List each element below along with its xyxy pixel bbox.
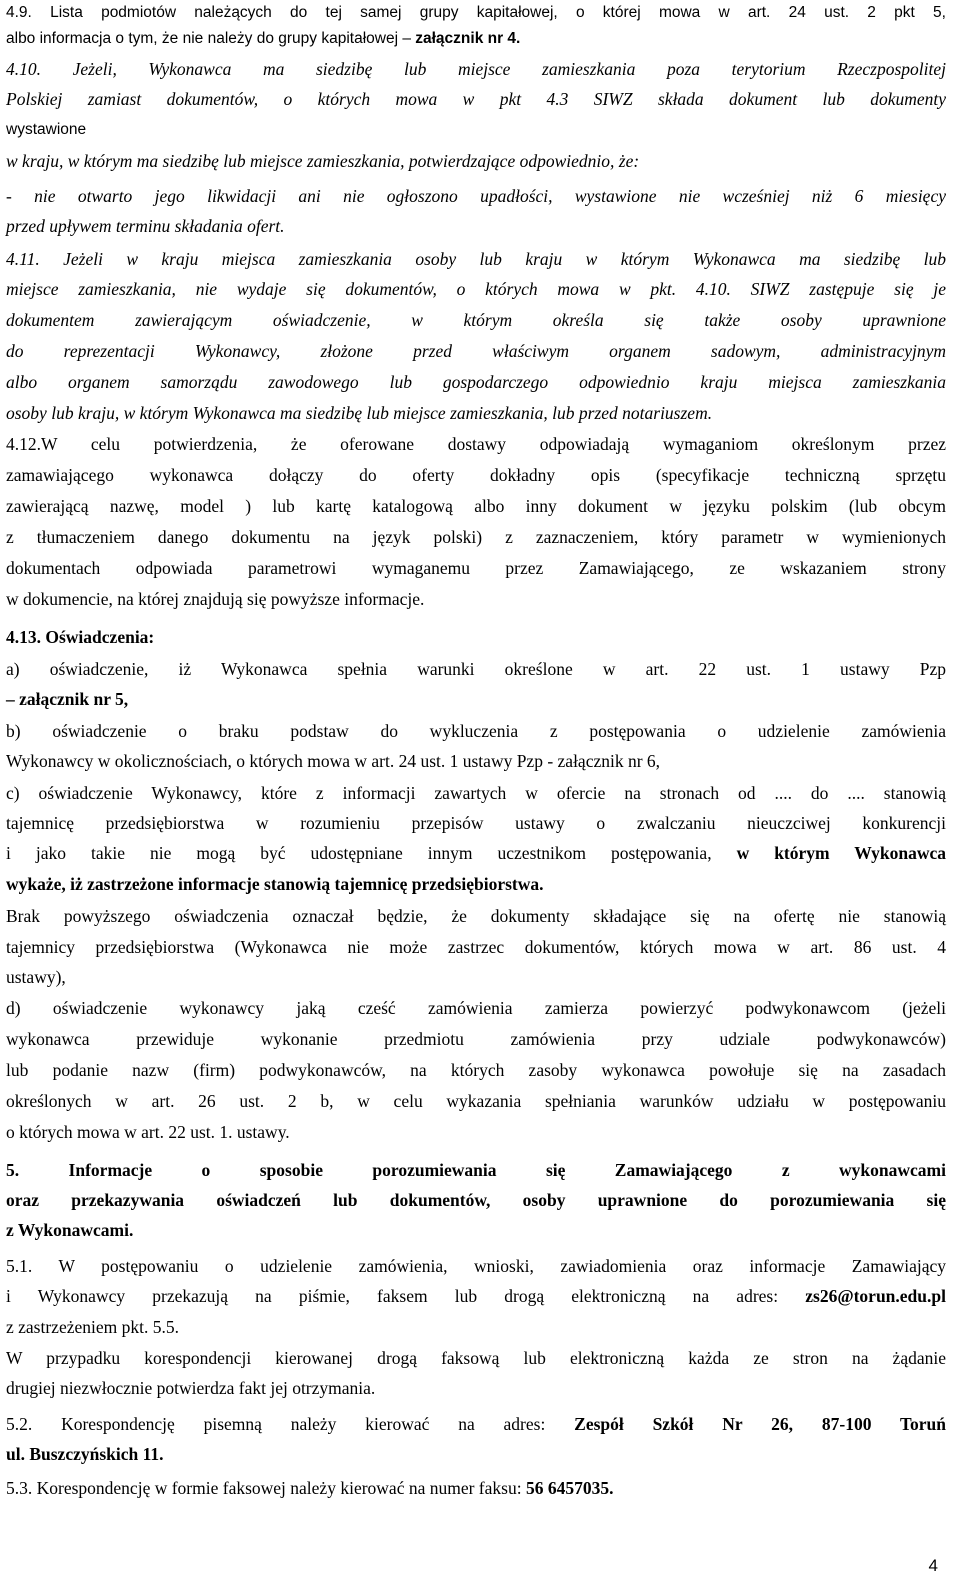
text-line: d) oświadczenie wykonawcy jaką cześć zamówienia zamierza powierzyć podwykonawcom (jeżeli xyxy=(6,998,946,1018)
text-line: – załącznik nr 5, xyxy=(6,689,129,709)
text-line: a) oświadczenie, iż Wykonawca spełnia warunki określone w art. 22 ust. 1 ustawy Pzp xyxy=(6,659,946,679)
bold-text: w którym Wykonawca xyxy=(736,843,946,863)
text-line: W przypadku korespondencji kierowanej drogą faksową lub elektroniczną każda ze stron na żądanie xyxy=(6,1348,946,1368)
text-line: b) oświadczenie o braku podstaw do wykluczenia z postępowania o udzielenie zamówienia xyxy=(6,721,946,741)
text-line: o których mowa w art. 22 ust. 1. ustawy. xyxy=(6,1122,290,1142)
text-line: Wykonawcy w okolicznościach, o których mowa w art. 24 ust. 1 ustawy Pzp - załącznik nr 6, xyxy=(6,751,661,771)
text-line: tajemnicę przedsiębiorstwa w rozumieniu przepisów ustawy o zwalczaniu nieuczciwej konkurencji xyxy=(6,813,946,833)
text-line: przed upływem terminu składania ofert. xyxy=(6,216,285,236)
text-line: zamawiającego wykonawca dołączy do oferty dokładny opis (specyfikacje techniczną sprzętu xyxy=(6,465,946,485)
text-line: zawierającą nazwę, model ) lub kartę katalogową albo inny dokument w języku polskim (lub obcym xyxy=(6,496,946,516)
text-line: i jako takie nie mogą być udostępniane innym uczestnikom postępowania, w którym Wykonawca xyxy=(6,843,946,863)
bold-text: załącznik nr 4. xyxy=(415,30,521,47)
text-line: ustawy), xyxy=(6,967,66,987)
text-line: 4.12.W celu potwierdzenia, że oferowane dostawy odpowiadają wymaganiom określonym przez xyxy=(6,434,946,454)
bold-text: zs26@torun.edu.pl xyxy=(805,1286,946,1306)
text-line: 5. Informacje o sposobie porozumiewania się Zamawiającego z wykonawcami xyxy=(6,1160,946,1180)
text-line: lub podanie nazw (firm) podwykonawców, na których zasoby wykonawca powołuje się na zasadach xyxy=(6,1060,946,1080)
text-line: drugiej niezwłocznie potwierdza fakt jej otrzymania. xyxy=(6,1378,376,1398)
bold-text: 56 6457035. xyxy=(525,1478,614,1498)
text-line: 5.1. W postępowaniu o udzielenie zamówienia, wnioski, zawiadomienia oraz informacje Zamawiający xyxy=(6,1256,946,1276)
text-line: w kraju, w którym ma siedzibę lub miejsce zamieszkania, potwierdzające odpowiednio, że: xyxy=(6,151,640,171)
text-line: wystawione xyxy=(6,121,87,138)
text-line: - nie otwarto jego likwidacji ani nie ogłoszono upadłości, wystawione nie wcześniej niż 6 miesięcy xyxy=(6,186,946,206)
text-line: z zastrzeżeniem pkt. 5.5. xyxy=(6,1317,179,1337)
text-line: do reprezentacji Wykonawcy, złożone przed właściwym organem sadowym, administracyjnym xyxy=(6,341,946,361)
text-line: wykonawca przewiduje wykonanie przedmiotu zamówienia przy udziale podwykonawców) xyxy=(6,1029,946,1049)
text-line: osoby lub kraju, w którym Wykonawca ma siedzibę lub miejsce zamieszkania, lub przed notariuszem. xyxy=(6,403,713,423)
text-line: Polskiej zamiast dokumentów, o których mowa w pkt 4.3 SIWZ składa dokument lub dokumenty xyxy=(6,89,946,109)
text-line: 5.3. Korespondencję w formie faksowej należy kierować na numer faksu: 56 6457035. xyxy=(6,1478,614,1498)
text-line: ul. Buszczyńskich 11. xyxy=(6,1444,164,1464)
text-line: 4.9. Lista podmiotów należących do tej samej grupy kapitałowej, o której mowa w art. 24 ust. 2 pkt 5, xyxy=(6,4,946,21)
bold-text: Zespół Szkół Nr 26, 87-100 Toruń xyxy=(574,1414,946,1434)
text-line: 4.11. Jeżeli w kraju miejsca zamieszkania osoby lub kraju w którym Wykonawca ma siedzibę lub xyxy=(6,249,946,269)
text-line: 4.13. Oświadczenia: xyxy=(6,627,155,647)
text-line: Brak powyższego oświadczenia oznaczał będzie, że dokumenty składające się na ofertę nie stanowią xyxy=(6,906,946,926)
text-line: z tłumaczeniem danego dokumentu na język polski) z zaznaczeniem, który parametr w wymienionych xyxy=(6,527,946,547)
text-line: 4.10. Jeżeli, Wykonawca ma siedzibę lub miejsce zamieszkania poza terytorium Rzeczpospolitej xyxy=(6,59,946,79)
text-line: w dokumencie, na której znajdują się powyższe informacje. xyxy=(6,589,425,609)
page-number: 4 xyxy=(928,1556,938,1575)
text-line: c) oświadczenie Wykonawcy, które z informacji zawartych w ofercie na stronach od .... do .... stanowią xyxy=(6,783,946,803)
text-line: miejsce zamieszkania, nie wydaje się dokumentów, o których mowa w pkt. 4.10. SIWZ zastępuje się je xyxy=(6,279,946,299)
text-line: określonych w art. 26 ust. 2 b, w celu wykazania spełniania warunków udziału w postępowaniu xyxy=(6,1091,946,1111)
text-line: oraz przekazywania oświadczeń lub dokumentów, osoby uprawnione do porozumiewania się xyxy=(6,1190,946,1210)
text-line: albo organem samorządu zawodowego lub gospodarczego odpowiednio kraju miejsca zamieszkania xyxy=(6,372,946,392)
text-line: z Wykonawcami. xyxy=(6,1220,134,1240)
text-line: dokumentem zawierającym oświadczenie, w którym określa się także osoby uprawnione xyxy=(6,310,946,330)
text-line: 5.2. Korespondencję pisemną należy kierować na adres: Zespół Szkół Nr 26, 87-100 Toruń xyxy=(6,1414,946,1434)
text-line: tajemnicy przedsiębiorstwa (Wykonawca nie może zastrzec dokumentów, których mowa w art. 86 ust. 4 xyxy=(6,937,946,957)
text-line: wykaże, iż zastrzeżone informacje stanowią tajemnicę przedsiębiorstwa. xyxy=(6,874,544,894)
text-line: i Wykonawcy przekazują na piśmie, faksem lub drogą elektroniczną na adres: zs26@torun.edu.pl xyxy=(6,1286,946,1306)
text-line: albo informacja o tym, że nie należy do grupy kapitałowej – załącznik nr 4. xyxy=(6,30,521,47)
text-line: dokumentach odpowiada parametrowi wymaganemu przez Zamawiającego, ze wskazaniem strony xyxy=(6,558,946,578)
